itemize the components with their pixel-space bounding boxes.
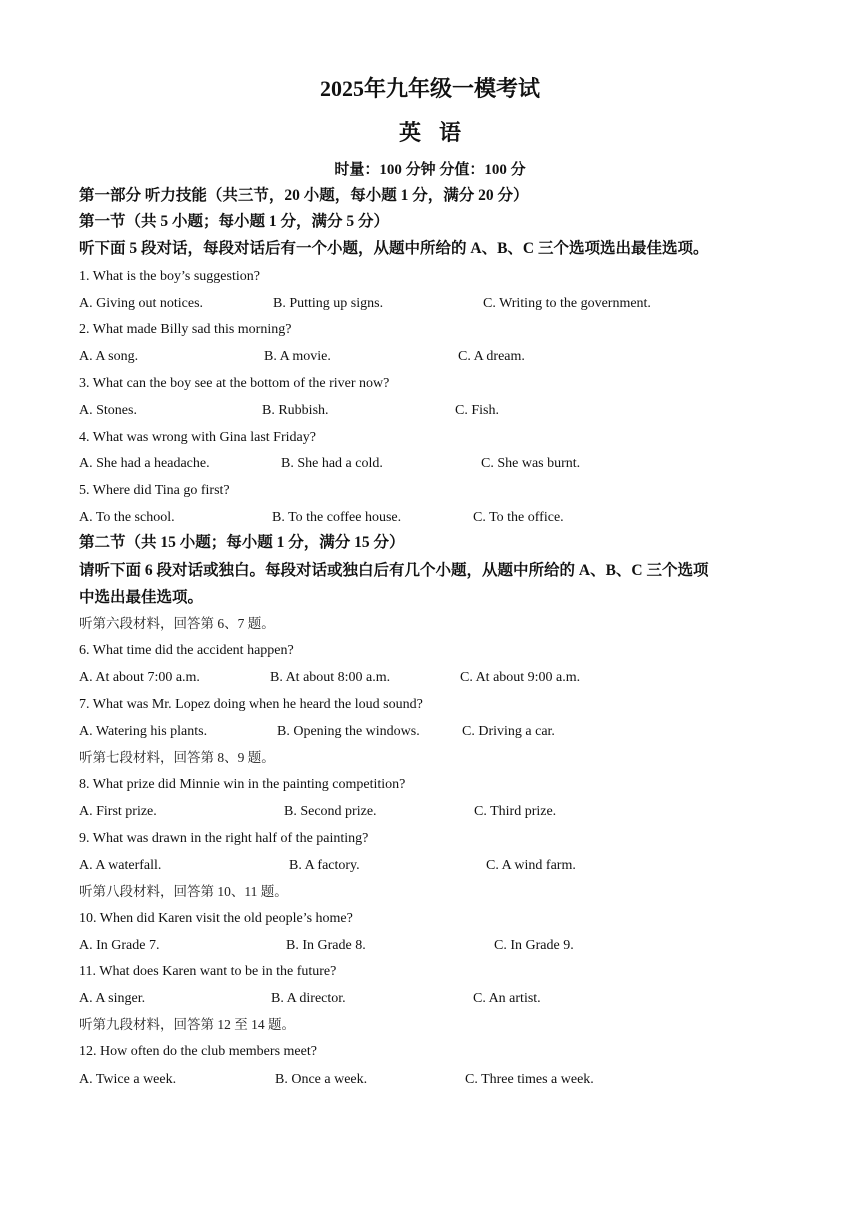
- question-8: 8. What prize did Minnie win in the painting competition?: [79, 777, 406, 792]
- q3-option-c: C. Fish.: [455, 403, 499, 418]
- section2-instruction-line1: 请听下面 6 段对话或独白。每段对话或独白后有几个小题，从题中所给的 A、B、C 三个选项: [79, 562, 709, 579]
- q9-option-b: B. A factory.: [289, 858, 360, 873]
- q3-option-b: B. Rubbish.: [262, 403, 329, 418]
- subject-title: 英语: [398, 120, 479, 145]
- q1-option-c: C. Writing to the government.: [483, 296, 651, 311]
- question-9: 9. What was drawn in the right half of the painting?: [79, 831, 369, 846]
- q4-option-a: A. She had a headache.: [79, 456, 210, 471]
- q5-option-a: A. To the school.: [79, 510, 175, 525]
- q11-option-c: C. An artist.: [473, 991, 541, 1006]
- q8-option-c: C. Third prize.: [474, 804, 557, 819]
- q5-option-c: C. To the office.: [473, 510, 564, 525]
- question-3: 3. What can the boy see at the bottom of the river now?: [79, 376, 390, 391]
- q12-option-a: A. Twice a week.: [79, 1072, 177, 1087]
- q7-option-a: A. Watering his plants.: [79, 724, 208, 739]
- q12-option-b: B. Once a week.: [275, 1072, 368, 1087]
- q11-option-b: B. A director.: [271, 991, 346, 1006]
- q4-option-b: B. She had a cold.: [281, 456, 383, 471]
- section1-instruction: 听下面 5 段对话，每段对话后有一个小题，从题中所给的 A、B、C 三个选项选出最佳选项。: [79, 240, 709, 257]
- section1-heading: 第一节（共 5 小题；每小题 1 分，满分 5 分）: [79, 213, 390, 230]
- passage-9-note: 听第九段材料，回答第 12 至 14 题。: [79, 1017, 295, 1032]
- question-11: 11. What does Karen want to be in the future?: [79, 964, 337, 979]
- passage-6-note: 听第六段材料，回答第 6、7 题。: [79, 616, 275, 631]
- q10-option-c: C. In Grade 9.: [494, 938, 574, 953]
- q5-option-b: B. To the coffee house.: [272, 510, 402, 525]
- q1-option-b: B. Putting up signs.: [273, 296, 384, 311]
- exam-meta: 时量：100 分钟 分值：100 分: [334, 162, 526, 178]
- question-2: 2. What made Billy sad this morning?: [79, 322, 292, 337]
- section2-heading: 第二节（共 15 小题；每小题 1 分，满分 15 分）: [79, 534, 405, 551]
- q10-option-b: B. In Grade 8.: [286, 938, 366, 953]
- part1-heading: 第一部分 听力技能（共三节，20 小题，每小题 1 分，满分 20 分）: [79, 187, 529, 204]
- section2-instruction-line2: 中选出最佳选项。: [79, 589, 204, 606]
- q6-option-a: A. At about 7:00 a.m.: [79, 670, 200, 685]
- question-6: 6. What time did the accident happen?: [79, 643, 294, 658]
- q6-option-c: C. At about 9:00 a.m.: [460, 670, 581, 685]
- question-1: 1. What is the boy’s suggestion?: [79, 269, 260, 284]
- q1-option-a: A. Giving out notices.: [79, 296, 204, 311]
- q8-option-b: B. Second prize.: [284, 804, 377, 819]
- question-5: 5. Where did Tina go first?: [79, 483, 230, 498]
- q7-option-b: B. Opening the windows.: [277, 724, 420, 739]
- q2-option-a: A. A song.: [79, 349, 139, 364]
- q4-option-c: C. She was burnt.: [481, 456, 581, 471]
- question-10: 10. When did Karen visit the old people’s home?: [79, 911, 353, 926]
- question-7: 7. What was Mr. Lopez doing when he heard the loud sound?: [79, 697, 423, 712]
- q10-option-a: A. In Grade 7.: [79, 938, 160, 953]
- q11-option-a: A. A singer.: [79, 991, 146, 1006]
- passage-7-note: 听第七段材料，回答第 8、9 题。: [79, 750, 275, 765]
- q8-option-a: A. First prize.: [79, 804, 157, 819]
- q7-option-c: C. Driving a car.: [462, 724, 555, 739]
- q3-option-a: A. Stones.: [79, 403, 137, 418]
- question-12: 12. How often do the club members meet?: [79, 1044, 317, 1059]
- q9-option-a: A. A waterfall.: [79, 858, 162, 873]
- exam-title: 2025年九年级一模考试: [319, 76, 540, 101]
- q9-option-c: C. A wind farm.: [486, 858, 576, 873]
- q2-option-b: B. A movie.: [264, 349, 331, 364]
- question-4: 4. What was wrong with Gina last Friday?: [79, 430, 316, 445]
- q2-option-c: C. A dream.: [458, 349, 525, 364]
- q12-option-c: C. Three times a week.: [465, 1072, 594, 1087]
- passage-8-note: 听第八段材料，回答第 10、11 题。: [79, 884, 288, 899]
- q6-option-b: B. At about 8:00 a.m.: [270, 670, 391, 685]
